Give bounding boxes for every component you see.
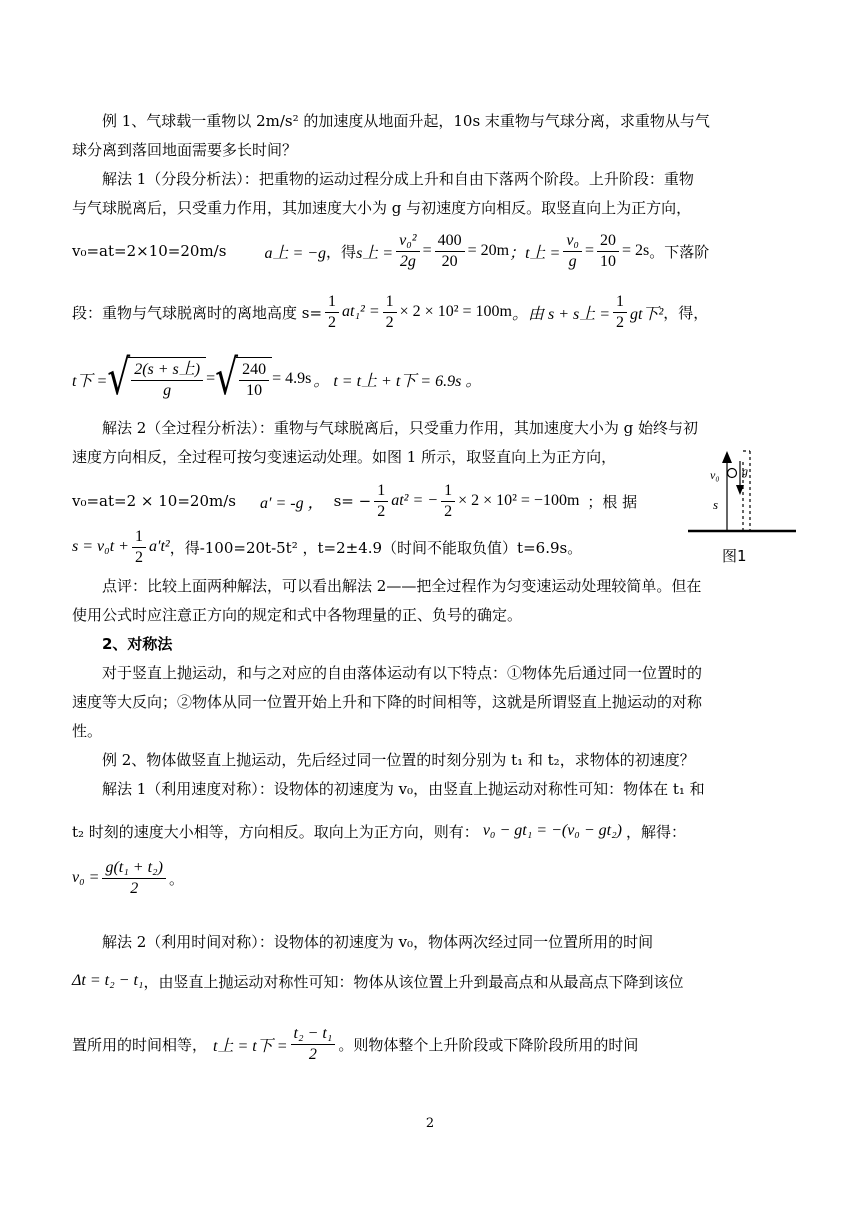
fraction-t2-t1: [291, 1024, 336, 1065]
example2-v0-result-row: [72, 850, 792, 906]
fraction-240-10: [239, 360, 269, 401]
total-time: 。 t = t上 + t下 = 6.9s 。: [313, 372, 482, 390]
figure-caption: 图1: [722, 547, 747, 565]
delta-t-equation: Δt = t₂ − t₁: [72, 972, 144, 989]
stage-time-text: 。则物体整个上升阶段或下降阶段所用的时间: [338, 1035, 639, 1054]
section2-line1: 对于竖直上抛运动，和与之对应的自由落体运动有以下特点：①物体先后通过同一位置时的: [102, 664, 703, 682]
text-tail: 。下落阶: [649, 242, 710, 261]
figure-1: [688, 445, 798, 575]
fraction-half: [325, 292, 339, 333]
label-g: g: [742, 464, 748, 478]
height-text: 段：重物与气球脱离时的离地高度 s=: [72, 303, 323, 322]
page-number: 2: [425, 1116, 435, 1131]
label-s: s: [713, 497, 719, 512]
fraction-numerator: 1: [325, 292, 339, 313]
velocity-equation: v₀ − gt₁ = −(v₀ − gt₂): [482, 822, 622, 839]
text-de2: ，得，: [663, 303, 709, 322]
example2-line1: 例 2、物体做竖直上抛运动，先后经过同一位置的时刻分别为 t₁ 和 t₂，求物体的初速度？: [102, 751, 695, 769]
sqrt-icon: √: [107, 350, 131, 406]
fraction-numerator: 1: [383, 292, 397, 313]
fraction-numerator: g(t₁ + t₂): [102, 858, 165, 879]
fraction-denominator: 20: [441, 252, 458, 270]
fraction-denominator: g: [163, 382, 172, 399]
solution2-formula-row2: [72, 524, 682, 570]
fraction-denominator: 2: [444, 502, 453, 520]
fraction-numerator: t₂ − t₁: [291, 1024, 336, 1045]
fraction-denominator: 2: [385, 313, 394, 331]
solution2-formula-row1: [72, 478, 682, 524]
fraction-denominator: g: [568, 252, 577, 270]
fraction-20-10: [597, 231, 619, 272]
solution1-line2: 与气球脱离后，只受重力作用，其加速度大小为 g 与初速度方向相反。取竖直向上为正方向，: [72, 199, 692, 217]
a-prime-t-squared: a′t²: [148, 538, 170, 555]
fraction-half-2: [383, 292, 397, 333]
s-result: × 2 × 10² = −100m: [458, 492, 580, 509]
fraction-400-20: [435, 231, 465, 272]
time-symmetry-text: ，由竖直上抛运动对称性可知：物体从该位置上升到最高点和从最高点下降到该位: [143, 972, 684, 991]
fraction-numerator: 1: [374, 481, 388, 502]
a-up-expression: a上 = −g: [264, 244, 327, 262]
velocity-symmetry-text: t₂ 时刻的速度大小相等，方向相反。取向上为正方向，则有：: [72, 822, 479, 841]
t-up-down-equation: t上 = t下 =: [213, 1037, 288, 1055]
solution1-formula-row1: v₀=at=2×10=20m/s a上 = −g ，得 s上 = $\frac{\text{v₀²}}{2g}$ = $\frac{400}{20}$ = 20m ；t上 = $\frac{\text{v₀}}{g}$ = $\frac{20}{10}$ = 2s 。下落阶: [72, 231, 710, 270]
gt-down-squared: gt下²: [630, 305, 664, 323]
comment-line1: 点评：比较上面两种解法，可以看出解法 2——把全过程作为匀变速运动处理较简单。但在: [102, 577, 702, 595]
fraction-v0sq-2g: [396, 231, 419, 272]
fraction-half-3: [613, 292, 627, 333]
fraction-numerator: v₀: [563, 231, 582, 252]
height-result: × 2 × 10² = 100m: [399, 303, 512, 320]
t-up-lhs: ；t上 =: [509, 244, 561, 262]
fraction-denominator: 2: [377, 502, 386, 520]
sqrt-icon: √: [215, 350, 239, 406]
up-arrow-icon: [722, 451, 732, 463]
example1-line1: 例 1、气球载一重物以 2m/s² 的加速度从地面升起，10s 末重物与气球分离，求重物从与气: [102, 112, 710, 130]
s-up-result: = 20m: [467, 242, 510, 259]
fraction-denominator: 2: [328, 313, 337, 331]
section2-line3: 性。: [72, 722, 103, 740]
fraction-half-4: [374, 481, 388, 522]
example1-line2: 球分离到落回地面需要多长时间？: [72, 141, 298, 159]
sqrt-expression-2: [215, 350, 272, 406]
s-expression: s= −: [333, 492, 372, 510]
fraction-numerator: 20: [597, 231, 619, 252]
fraction-g-t1-t2: [102, 858, 165, 899]
solution1-formula-row3: [72, 350, 792, 408]
solution2-line1: 解法 2（全过程分析法）：重物与气球脱离后，只受重力作用，其加速度大小为 g 始终与初: [102, 419, 698, 437]
section-heading: 2、对称法: [102, 635, 173, 653]
fraction-2s-g: [131, 360, 203, 401]
example2-sol2-line1: 解法 2（利用时间对称）：设物体的初速度为 v₀，物体两次经过同一位置所用的时间: [102, 933, 654, 951]
t-down-result: = 4.9s: [272, 370, 312, 387]
text-jiede: ，解得：: [626, 822, 687, 841]
v0-lhs: v₀ =: [72, 869, 100, 886]
fraction-numerator: 1: [132, 527, 146, 548]
fraction-numerator: 2(s + s上): [131, 360, 203, 381]
a-prime-expression: a′ = -g ，: [259, 494, 324, 512]
fraction-numerator: 400: [435, 231, 465, 252]
section2-line2: 速度等大反向；②物体从同一位置开始上升和下降的时间相等，这就是所谓竖直上抛运动的对称: [72, 693, 703, 711]
fraction-denominator: 2g: [399, 252, 416, 270]
fraction-v0-g: [563, 231, 582, 272]
displacement-lhs: s = v₀t +: [72, 538, 129, 555]
fraction-numerator: 240: [239, 360, 269, 381]
fraction-denominator: 2: [130, 879, 139, 897]
fraction-denominator: 2: [308, 1045, 317, 1063]
label-v0: v₀: [710, 468, 720, 482]
relation-text: 。由 s + s上 =: [511, 305, 611, 323]
fraction-numerator: v₀²: [396, 231, 419, 252]
example2-sol2-row2: [72, 966, 792, 996]
fraction-denominator: 2: [616, 313, 625, 331]
text-de: ，得: [326, 242, 357, 261]
fraction-numerator: 1: [441, 481, 455, 502]
solution1-formula-row2: [72, 287, 792, 337]
comment-line2: 使用公式时应注意正方向的规定和式中各物理量的正、负号的确定。: [72, 606, 523, 624]
solution1-line1: 解法 1（分段分析法）：把重物的运动过程分成上升和自由下落两个阶段。上升阶段：重物: [102, 170, 694, 188]
fraction-denominator: 2: [134, 548, 143, 566]
t-up-result: = 2s: [622, 242, 650, 259]
at-squared: at² = −: [391, 492, 439, 509]
object-circle-icon: [728, 469, 737, 478]
fraction-half-6: [132, 527, 146, 568]
example2-sol2-row3: [72, 1016, 792, 1072]
fraction-denominator: 10: [246, 382, 263, 399]
sqrt-expression-1: [107, 350, 206, 406]
example2-sol1-line1: 解法 1（利用速度对称）：设物体的初速度为 v₀，由竖直上抛运动对称性可知：物体在 t₁ 和: [102, 780, 705, 798]
example2-sol1-row2: [72, 816, 792, 846]
period: 。: [168, 869, 184, 888]
v0-expression: v₀=at=2×10=20m/s: [72, 242, 227, 260]
equal-time-text: 置所用的时间相等，: [72, 1035, 208, 1054]
at1-squared: at₁² =: [342, 303, 380, 320]
v0-expression-2: v₀=at=2 × 10=20m/s: [72, 492, 236, 510]
solution2-line2: 速度方向相反，全过程可按匀变速运动处理。如图 1 所示，取竖直向上为正方向，: [72, 448, 617, 466]
fraction-denominator: 10: [600, 252, 617, 270]
s-up-lhs: s上 =: [356, 244, 394, 262]
text-genju: ；根 据: [587, 492, 638, 511]
equals-sign: =: [206, 370, 216, 387]
fraction-half-5: [441, 481, 455, 522]
solution2-result-text: ，得-100=20t-5t² ，t=2±4.9（时间不能取负值）t=6.9s。: [169, 538, 583, 557]
t-down-lhs: t下 =: [72, 372, 108, 390]
fraction-numerator: 1: [613, 292, 627, 313]
